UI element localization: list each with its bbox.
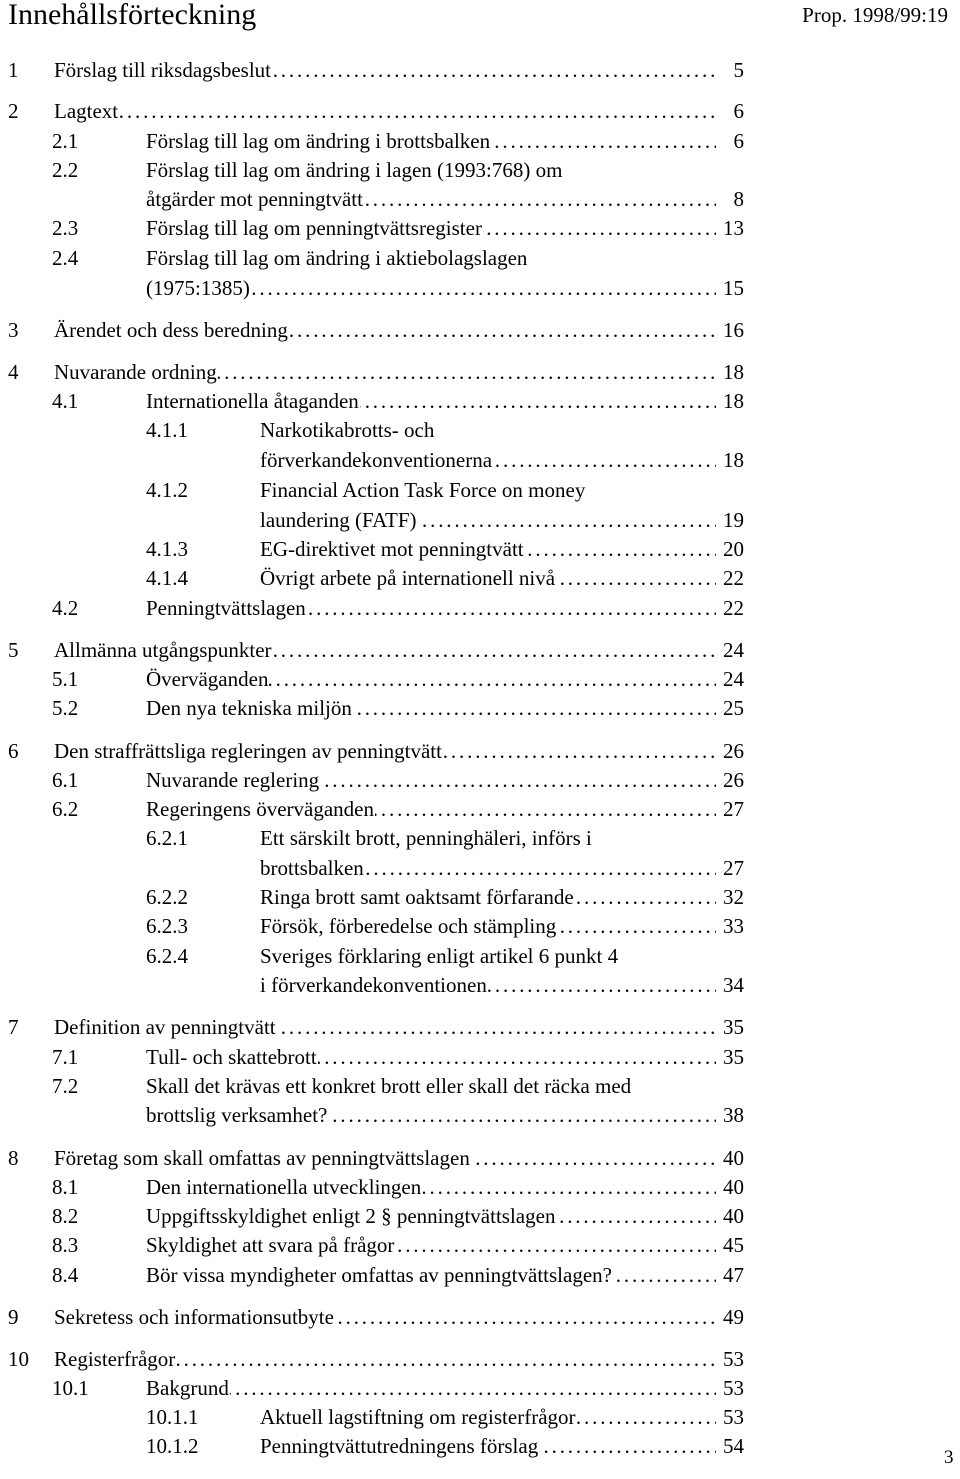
toc-entry[interactable] bbox=[0, 593, 760, 623]
toc-section-number: 6.2.1 bbox=[146, 826, 188, 850]
toc-title-text: Internationella åtaganden bbox=[146, 386, 360, 416]
toc-section-number: 5 bbox=[8, 638, 19, 662]
toc-page-number: 34 bbox=[722, 970, 744, 1000]
toc-section-number: 4.1.4 bbox=[146, 566, 188, 590]
toc-entry[interactable] bbox=[0, 1172, 760, 1202]
toc-section-number: 7.2 bbox=[52, 1074, 79, 1098]
toc-entry[interactable] bbox=[0, 357, 760, 387]
toc-section-number: 4.1 bbox=[52, 389, 79, 413]
toc-title bbox=[260, 415, 760, 445]
toc-page-number: 15 bbox=[722, 273, 744, 303]
toc-title-text: Överväganden bbox=[146, 664, 269, 694]
toc-entry[interactable] bbox=[0, 273, 760, 303]
toc-title bbox=[260, 941, 760, 971]
toc-title bbox=[260, 823, 760, 853]
toc-page-number: 24 bbox=[722, 664, 744, 694]
toc-title bbox=[54, 1012, 716, 1042]
toc-entry[interactable] bbox=[0, 415, 760, 445]
toc-page-number: 19 bbox=[722, 505, 744, 535]
toc-title-text: Uppgiftsskyldighet enligt 2 § penningtvättslagen bbox=[146, 1201, 556, 1231]
toc-title-text: Den straffrättsliga regleringen av penningtvätt bbox=[54, 736, 443, 766]
toc-title bbox=[260, 970, 716, 1000]
toc-section-number: 6.2.3 bbox=[146, 914, 188, 938]
toc-page-number: 53 bbox=[722, 1402, 744, 1432]
toc-entry[interactable] bbox=[0, 563, 760, 593]
toc-title-text: Försök, förberedelse och stämpling bbox=[260, 911, 557, 941]
toc-title bbox=[54, 55, 716, 85]
toc-entry[interactable] bbox=[0, 1402, 760, 1432]
toc-title bbox=[146, 126, 716, 156]
toc-entry[interactable] bbox=[0, 736, 760, 766]
toc-page-number: 40 bbox=[722, 1201, 744, 1231]
toc-entry[interactable] bbox=[0, 911, 760, 941]
toc-entry[interactable] bbox=[0, 1344, 760, 1374]
toc-section-number: 2.4 bbox=[52, 246, 79, 270]
toc-title bbox=[260, 505, 716, 535]
toc-page-number: 33 bbox=[722, 911, 744, 941]
toc-title-text: EG-direktivet mot penningtvätt bbox=[260, 534, 525, 564]
toc-title-text: Sekretess och informationsutbyte bbox=[54, 1302, 335, 1332]
toc-entry[interactable] bbox=[0, 635, 760, 665]
toc-title-text: Ärendet och dess beredning bbox=[54, 315, 289, 345]
toc-page-number: 35 bbox=[722, 1012, 744, 1042]
toc-title-text: Nuvarande ordning bbox=[54, 357, 218, 387]
toc-entry[interactable] bbox=[0, 823, 760, 853]
toc-section-number: 2.1 bbox=[52, 129, 79, 153]
toc-title-text: Financial Action Task Force on money bbox=[260, 475, 586, 505]
toc-title-text: brottsbalken bbox=[260, 853, 365, 883]
toc-title bbox=[146, 1201, 716, 1231]
toc-page-number: 53 bbox=[722, 1344, 744, 1374]
toc-page-number: 54 bbox=[722, 1431, 744, 1461]
toc-title bbox=[54, 1143, 716, 1173]
toc-title bbox=[146, 184, 716, 214]
toc-entry[interactable] bbox=[0, 1100, 760, 1130]
toc-entry[interactable] bbox=[0, 184, 760, 214]
toc-title-text: Företag som skall omfattas av penningtvättslagen bbox=[54, 1143, 471, 1173]
toc-title-text: Lagtext bbox=[54, 96, 119, 126]
toc-section-number: 1 bbox=[8, 58, 19, 82]
toc-entry[interactable] bbox=[0, 243, 760, 273]
toc-title-text: Förslag till lag om ändring i lagen (1993:768) om bbox=[146, 155, 563, 185]
toc-entry[interactable] bbox=[0, 1201, 760, 1231]
toc-page-number: 8 bbox=[733, 184, 745, 214]
toc-title-text: åtgärder mot penningtvätt bbox=[146, 184, 364, 214]
toc-page-number: 40 bbox=[722, 1172, 744, 1202]
toc-title-text: Aktuell lagstiftning om registerfrågor bbox=[260, 1402, 577, 1432]
toc-entry[interactable] bbox=[0, 96, 760, 126]
toc-entry[interactable] bbox=[0, 386, 760, 416]
toc-section-number: 4.2 bbox=[52, 596, 79, 620]
toc-title-text: i förverkandekonventionen bbox=[260, 970, 488, 1000]
toc-page-number: 6 bbox=[733, 126, 745, 156]
toc-title bbox=[54, 1302, 716, 1332]
toc-title bbox=[146, 243, 760, 273]
toc-section-number: 8.4 bbox=[52, 1263, 79, 1287]
toc-entry[interactable] bbox=[0, 941, 760, 971]
toc-title-text: Skyldighet att svara på frågor bbox=[146, 1230, 395, 1260]
toc-page-number: 49 bbox=[722, 1302, 744, 1332]
toc-title-text: Regeringens överväganden bbox=[146, 794, 375, 824]
toc-section-number: 7 bbox=[8, 1015, 19, 1039]
toc-title-text: Den internationella utvecklingen bbox=[146, 1172, 422, 1202]
toc-title-text: Ett särskilt brott, penninghäleri, införs i bbox=[260, 823, 593, 853]
toc-page-number: 18 bbox=[722, 357, 744, 387]
toc-title-text: Nuvarande reglering bbox=[146, 765, 320, 795]
toc-title-text: Bör vissa myndigheter omfattas av penningtvättslagen? bbox=[146, 1260, 613, 1290]
toc-title bbox=[146, 1071, 760, 1101]
toc-entry[interactable] bbox=[0, 1373, 760, 1403]
toc-page-number: 18 bbox=[722, 445, 744, 475]
toc-page-number: 32 bbox=[722, 882, 744, 912]
toc-page-number: 5 bbox=[733, 55, 745, 85]
toc-page-number: 18 bbox=[722, 386, 744, 416]
toc-entry[interactable] bbox=[0, 155, 760, 185]
toc-title bbox=[54, 357, 716, 387]
toc-title bbox=[260, 475, 760, 505]
toc-section-number: 6.2 bbox=[52, 797, 79, 821]
toc-page-number: 38 bbox=[722, 1100, 744, 1130]
toc-page-number: 16 bbox=[722, 315, 744, 345]
toc-entry[interactable] bbox=[0, 315, 760, 345]
toc-entry[interactable] bbox=[0, 1042, 760, 1072]
toc-title-text: Definition av penningtvätt bbox=[54, 1012, 277, 1042]
toc-title-text: brottslig verksamhet? bbox=[146, 1100, 328, 1130]
toc-title-text: Ringa brott samt oaktsamt förfarande bbox=[260, 882, 575, 912]
toc-title bbox=[146, 765, 716, 795]
toc-section-number: 8 bbox=[8, 1146, 19, 1170]
toc-section-number: 7.1 bbox=[52, 1045, 79, 1069]
toc-section-number: 6.2.2 bbox=[146, 885, 188, 909]
toc-section-number: 5.2 bbox=[52, 696, 79, 720]
toc-entry[interactable] bbox=[0, 1260, 760, 1290]
toc-entry[interactable] bbox=[0, 882, 760, 912]
toc-title bbox=[54, 1344, 716, 1374]
toc-entry[interactable] bbox=[0, 693, 760, 723]
toc-title bbox=[146, 1260, 716, 1290]
toc-section-number: 6.2.4 bbox=[146, 944, 188, 968]
toc-section-number: 8.3 bbox=[52, 1233, 79, 1257]
toc-page-number: 27 bbox=[722, 853, 744, 883]
toc-page-number: 13 bbox=[722, 213, 744, 243]
toc-entry[interactable] bbox=[0, 126, 760, 156]
toc-title-text: Narkotikabrotts- och bbox=[260, 415, 435, 445]
toc-title bbox=[260, 1402, 716, 1432]
proposition-number: Prop. 1998/99:19 bbox=[802, 3, 948, 27]
toc-title bbox=[146, 213, 716, 243]
toc-title bbox=[146, 1373, 716, 1403]
toc-title bbox=[54, 635, 716, 665]
toc-title-text: Penningtvättutredningens förslag bbox=[260, 1431, 539, 1461]
toc-section-number: 4.1.2 bbox=[146, 478, 188, 502]
toc-title-text: Förslag till lag om penningtvättsregister bbox=[146, 213, 483, 243]
toc-title-text: Förslag till lag om ändring i brottsbalken bbox=[146, 126, 491, 156]
toc-section-number: 10.1.1 bbox=[146, 1405, 199, 1429]
toc-page-number: 26 bbox=[722, 765, 744, 795]
toc-entry[interactable] bbox=[0, 765, 760, 795]
toc-title-text: förverkandekonventionerna bbox=[260, 445, 493, 475]
toc-page-number: 40 bbox=[722, 1143, 744, 1173]
toc-page-number: 22 bbox=[722, 563, 744, 593]
toc-title bbox=[146, 386, 716, 416]
toc-title-text: Allmänna utgångspunkter bbox=[54, 635, 273, 665]
toc-title bbox=[260, 853, 716, 883]
toc-page-number: 6 bbox=[733, 96, 745, 126]
toc-title-text: (1975:1385) bbox=[146, 273, 251, 303]
toc-title-text: Sveriges förklaring enligt artikel 6 punkt 4 bbox=[260, 941, 619, 971]
toc-entry[interactable] bbox=[0, 534, 760, 564]
toc-section-number: 5.1 bbox=[52, 667, 79, 691]
page-number: 3 bbox=[944, 1447, 954, 1468]
toc-section-number: 4.1.1 bbox=[146, 418, 188, 442]
page-title: Innehållsförteckning bbox=[8, 0, 257, 31]
toc-title-text: Förslag till lag om ändring i aktiebolagslagen bbox=[146, 243, 528, 273]
toc-entry[interactable] bbox=[0, 213, 760, 243]
toc-entry[interactable] bbox=[0, 475, 760, 505]
toc-entry[interactable] bbox=[0, 1302, 760, 1332]
toc-section-number: 4.1.3 bbox=[146, 537, 188, 561]
toc-entry[interactable] bbox=[0, 794, 760, 824]
toc-entry[interactable] bbox=[0, 970, 760, 1000]
toc-page-number: 45 bbox=[722, 1230, 744, 1260]
toc-title bbox=[54, 96, 716, 126]
toc-section-number: 8.1 bbox=[52, 1175, 79, 1199]
toc-entry[interactable] bbox=[0, 55, 760, 85]
toc-title bbox=[54, 736, 716, 766]
toc-entry[interactable] bbox=[0, 853, 760, 883]
toc-title bbox=[146, 1042, 716, 1072]
toc-entry[interactable] bbox=[0, 1431, 760, 1461]
toc-section-number: 2.3 bbox=[52, 216, 79, 240]
toc-title-text: Bakgrund bbox=[146, 1373, 230, 1403]
toc-page-number: 26 bbox=[722, 736, 744, 766]
toc-entry[interactable] bbox=[0, 664, 760, 694]
toc-page-number: 53 bbox=[722, 1373, 744, 1403]
toc-title bbox=[146, 664, 716, 694]
toc-title bbox=[146, 593, 716, 623]
toc-section-number: 10.1 bbox=[52, 1376, 89, 1400]
toc-section-number: 9 bbox=[8, 1305, 19, 1329]
toc-title-text: laundering (FATF) bbox=[260, 505, 418, 535]
toc-section-number: 2.2 bbox=[52, 158, 79, 182]
toc-title-text: Registerfrågor bbox=[54, 1344, 176, 1374]
toc-title bbox=[54, 315, 716, 345]
toc-page-number: 27 bbox=[722, 794, 744, 824]
toc-title bbox=[260, 911, 716, 941]
toc-page-number: 20 bbox=[722, 534, 744, 564]
toc-title bbox=[260, 534, 716, 564]
toc-entry[interactable] bbox=[0, 1230, 760, 1260]
toc-title-text: Tull- och skattebrott bbox=[146, 1042, 318, 1072]
toc-entry[interactable] bbox=[0, 1071, 760, 1101]
toc-title-text: Övrigt arbete på internationell nivå bbox=[260, 563, 556, 593]
toc-entry[interactable] bbox=[0, 1143, 760, 1173]
toc-section-number: 10.1.2 bbox=[146, 1434, 199, 1458]
toc-page-number: 25 bbox=[722, 693, 744, 723]
toc-page-number: 47 bbox=[722, 1260, 744, 1290]
toc-section-number: 2 bbox=[8, 99, 19, 123]
toc-title bbox=[146, 273, 716, 303]
toc-section-number: 10 bbox=[8, 1347, 29, 1371]
toc-title bbox=[260, 445, 716, 475]
toc-title bbox=[146, 1230, 716, 1260]
toc-page-number: 24 bbox=[722, 635, 744, 665]
toc-section-number: 3 bbox=[8, 318, 19, 342]
toc-title bbox=[260, 563, 716, 593]
toc-entry[interactable] bbox=[0, 445, 760, 475]
toc-title bbox=[146, 1100, 716, 1130]
toc-title bbox=[146, 794, 716, 824]
toc-section-number: 8.2 bbox=[52, 1204, 79, 1228]
toc-entry[interactable] bbox=[0, 505, 760, 535]
toc-title-text: Penningtvättslagen bbox=[146, 593, 307, 623]
toc-page-number: 35 bbox=[722, 1042, 744, 1072]
toc-section-number: 6.1 bbox=[52, 768, 79, 792]
toc-title-text: Den nya tekniska miljön bbox=[146, 693, 353, 723]
toc-page-number: 22 bbox=[722, 593, 744, 623]
toc-title bbox=[146, 1172, 716, 1202]
toc-section-number: 4 bbox=[8, 360, 19, 384]
toc-title-text: Förslag till riksdagsbeslut bbox=[54, 55, 272, 85]
toc-title-text: Skall det krävas ett konkret brott eller skall det räcka med bbox=[146, 1071, 632, 1101]
toc-section-number: 6 bbox=[8, 739, 19, 763]
toc-title bbox=[260, 1431, 716, 1461]
toc-title bbox=[146, 155, 760, 185]
toc-title bbox=[260, 882, 716, 912]
toc-title bbox=[146, 693, 716, 723]
toc-entry[interactable] bbox=[0, 1012, 760, 1042]
